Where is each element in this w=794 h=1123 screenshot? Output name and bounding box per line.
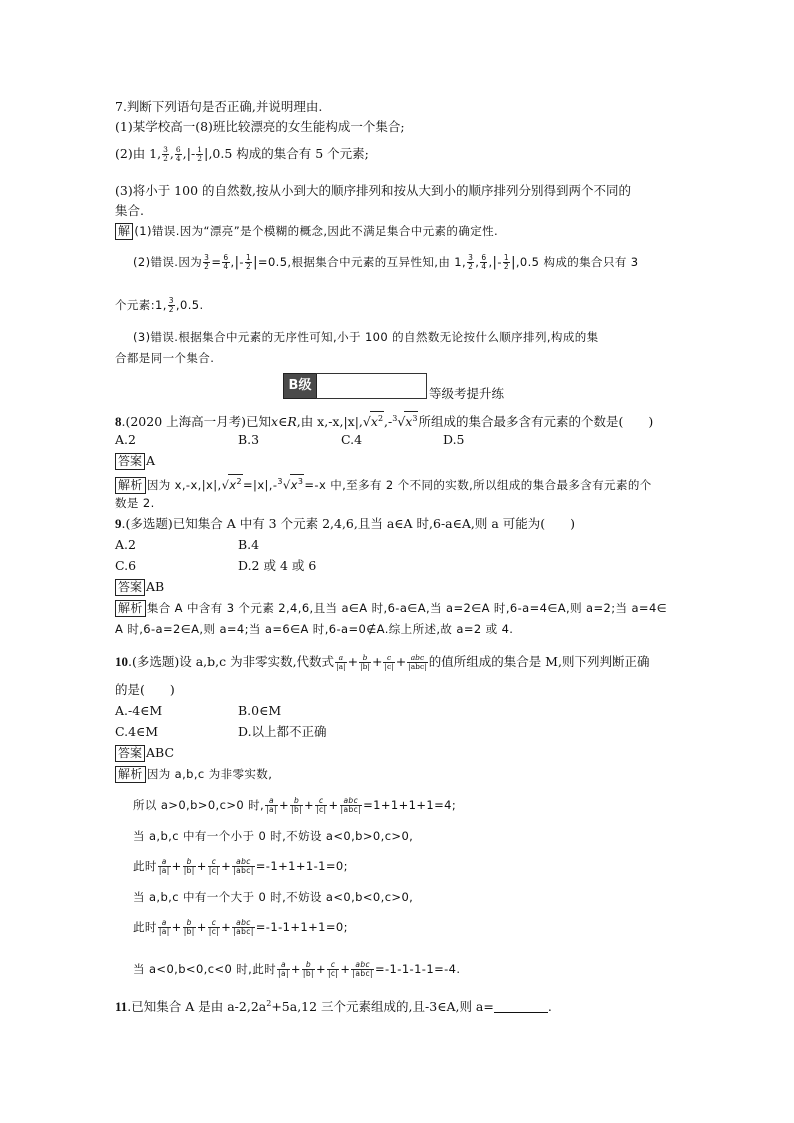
q10-explanation-6: 此时 $\frac{a}{|a|}$ + $\frac{b}{|b|}$ + $\frac{c}{|c|}$ + $\frac{\text{abc}}{\text{|abc|}}$ =-1-1+1+1=0; — [133, 918, 348, 936]
q8-option-a: A.2 — [115, 432, 136, 447]
q7-answer-3a: (3)错误.根据集合中元素的无序性可知,小于 100 的自然数无论按什么顺序排列,构成的集 — [133, 330, 599, 344]
q10-answer: 答案 ABC — [115, 744, 174, 762]
section-b-label: 等级考提升练 — [429, 386, 505, 401]
q10-explanation-2: 所以 a>0,b>0,c>0 时, $\frac{a}{|a|}$ + $\frac{b}{|b|}$ + $\frac{c}{|c|}$ + $\frac{\text{abc}}{\text{|abc|}}$ =1+1+1+1=4; — [133, 796, 457, 814]
section-b-box — [316, 373, 427, 399]
q8-answer: 答案 A — [115, 452, 155, 470]
q7-statement-3a: (3)将小于 100 的自然数,按从小到大的顺序排列和按从大到小的顺序排列分别得到两个不同的 — [115, 183, 631, 198]
jie-tag: 解 — [115, 223, 133, 240]
q8-option-d: D.5 — [443, 432, 465, 447]
q7-answer-3b: 合都是同一个集合. — [115, 351, 215, 365]
q7-statement-3b: 集合. — [115, 203, 144, 218]
q10-explanation-5: 当 a,b,c 中有一个大于 0 时,不妨设 a<0,b<0,c>0, — [133, 890, 414, 904]
q9-option-b: B.4 — [238, 537, 260, 552]
q11-stem: 11.已知集合 A 是由 $a-2,2a^2+5a,12$ 三个元素组成的,且-3∈A,则 a= . — [115, 999, 552, 1014]
q9-option-c: C.6 — [115, 558, 137, 573]
q10-option-d: D.以上都不正确 — [238, 724, 327, 739]
q10-explanation-7: 当 a<0,b<0,c<0 时,此时 $\frac{a}{|a|}$ + $\frac{b}{|b|}$ + $\frac{c}{|c|}$ + $\frac{\text{abc}}{\text{|abc|}}$ =-1-1-1-1=-4. — [133, 960, 461, 978]
q10-option-a: A.-4∈M — [115, 703, 163, 718]
q8-option-b: B.3 — [238, 432, 260, 447]
q10-stem-2: 的是( ) — [115, 682, 175, 697]
q9-stem: 9.(多选题)已知集合 A 中有 3 个元素 2,4,6,且当 a∈A 时,6-a∈A,则 a 可能为( ) — [115, 516, 576, 531]
q7-stem: 7.判断下列语句是否正确,并说明理由. — [115, 99, 323, 114]
q9-answer: 答案 AB — [115, 578, 164, 596]
q9-explanation-2: A 时,6-a=2∈A,则 a=4;当 a=6∈A 时,6-a=0∉A.综上所述,故 a=2 或 4. — [115, 622, 514, 636]
q10-stem: 10.(多选题)设 a,b,c 为非零实数,代数式 $\frac{a}{|a|}$ + $\frac{b}{|b|}$ + $\frac{c}{|c|}$ + $\frac{\text{abc}}{\text{|abc|}}$ 的值所组成的集合是 M,则下列判断正确 — [115, 653, 650, 671]
q9-option-a: A.2 — [115, 537, 136, 552]
q9-explanation: 解析 集合 A 中含有 3 个元素 2,4,6,且当 a∈A 时,6-a∈A,当 a=2∈A 时,6-a=4∈A,则 a=2;当 a=4∈ — [115, 599, 667, 617]
q9-option-d: D.2 或 4 或 6 — [238, 558, 317, 573]
q10-explanation-3: 当 a,b,c 中有一个小于 0 时,不妨设 a<0,b>0,c>0, — [133, 829, 414, 843]
q8-stem: 8.(2020 上海高一月考)已知x∈R,由 $x,-x,|x|,√x^2,-^3√x^3$所组成的集合最多含有元素的个数是( ) — [115, 410, 653, 431]
q8-option-c: C.4 — [341, 432, 363, 447]
q10-explanation-1: 解析 因为 a,b,c 为非零实数, — [115, 765, 272, 783]
answer-blank[interactable] — [494, 1000, 548, 1013]
q8-explanation-2: 数是 2. — [115, 496, 155, 510]
q7-statement-1: (1)某学校高一(8)班比较漂亮的女生能构成一个集合; — [115, 119, 405, 134]
section-b-band — [283, 373, 428, 399]
q7-answer-2: (2)错误.因为 $\frac{3}{2}$ = $\frac{6}{4}$ ,|- $\frac{1}{2}$ |=0.5,根据集合中元素的互异性知,由 1, $\frac{3}{2}$ , $\frac{6}{4}$ ,|- $\frac{1}{2}$ |,0.5 构成的集合只有 3 — [133, 253, 639, 271]
q10-explanation-4: 此时 $\frac{a}{|a|}$ + $\frac{b}{|b|}$ + $\frac{c}{|c|}$ + $\frac{\text{abc}}{\text{|abc|}}$ =-1+1+1-1=0; — [133, 857, 348, 875]
q10-option-c: C.4∈M — [115, 724, 159, 739]
q7-statement-2: (2)由 1, $\frac{3}{2}$ , $\frac{6}{4}$ ,|- $\frac{1}{2}$ |,0.5 构成的集合有 5 个元素; — [115, 145, 369, 163]
q10-option-b: B.0∈M — [238, 703, 282, 718]
q8-explanation: 解析 因为 $x,-x,|x|,√x^2=|x|,-^3√x^3=-x$ 中,至多有 2 个不同的实数,所以组成的集合最多含有元素的个 — [115, 473, 652, 494]
section-b-badge: B级 — [283, 373, 317, 399]
q7-answer-2b: 个元素:1, $\frac{3}{2}$ ,0.5. — [115, 296, 204, 314]
q7-answer-1: 解 (1)错误.因为“漂亮”是个模糊的概念,因此不满足集合中元素的确定性. — [115, 222, 498, 240]
